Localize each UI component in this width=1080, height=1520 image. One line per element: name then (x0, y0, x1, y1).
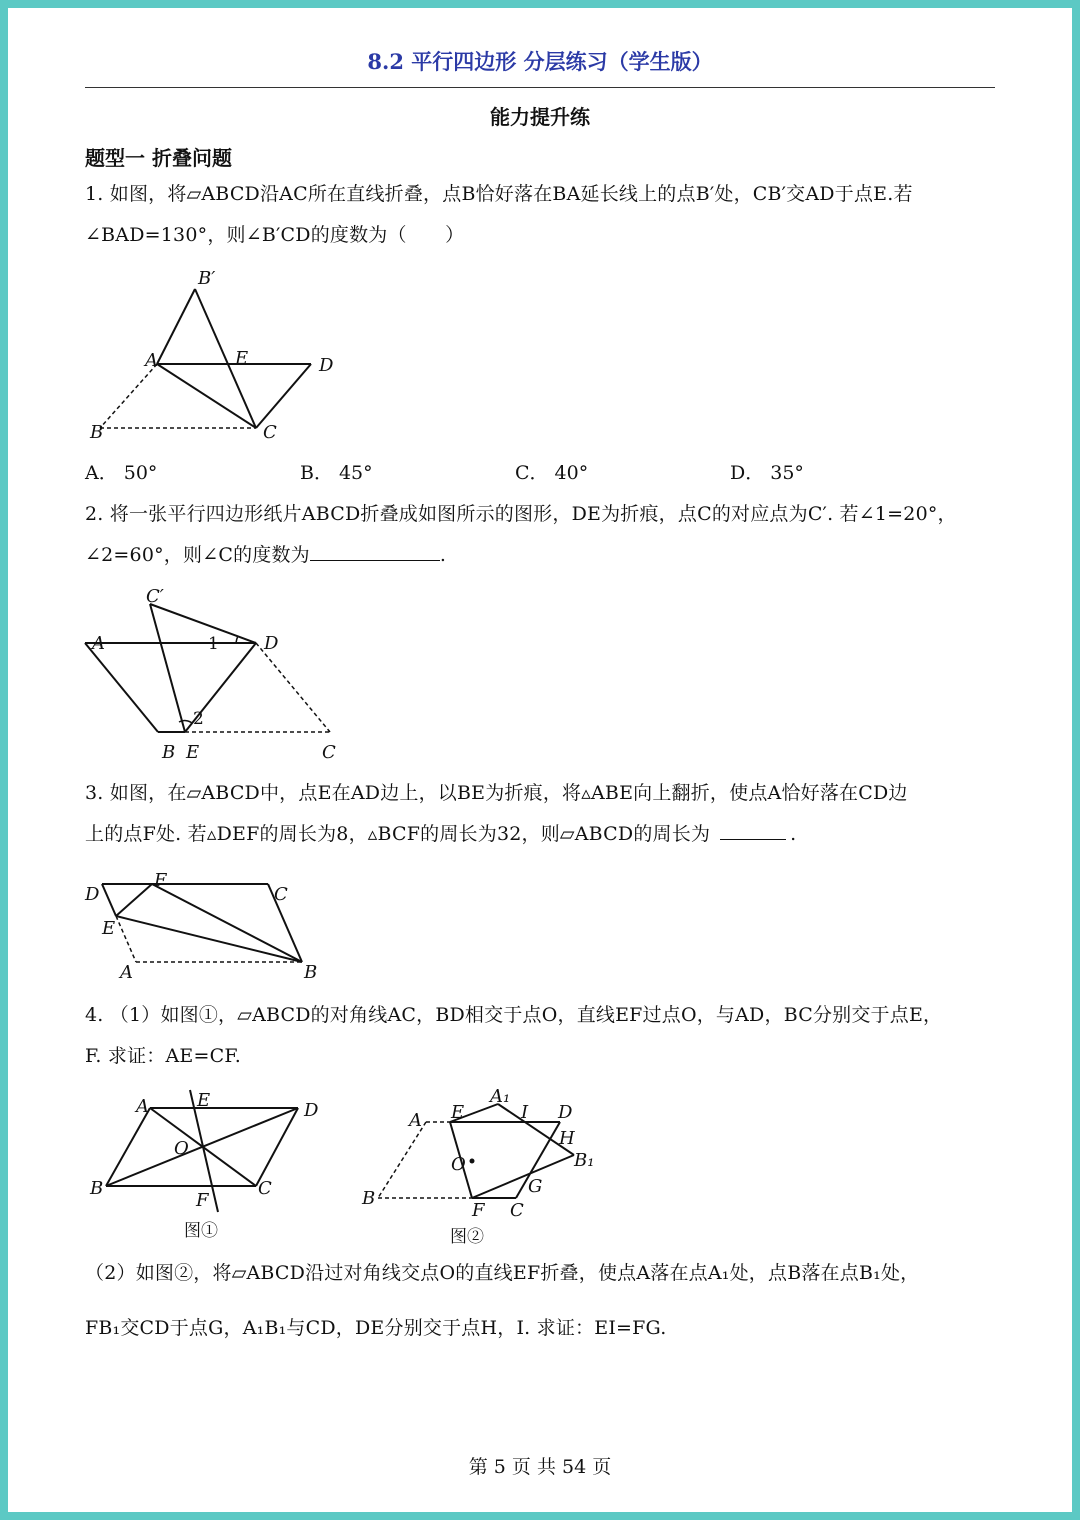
q4f2-label-o: O (451, 1154, 466, 1175)
q2-text-line2-end: . (439, 544, 447, 566)
q3-label-e: E (102, 918, 116, 939)
q1-label-e: E (235, 348, 249, 369)
q1-option-a-value: 50° (123, 462, 158, 484)
q3-text-line1: 3. 如图，在▱ABCD中，点E在AD边上，以BE为折痕，将▵ABE向上翻折，使点A恰好落在CD边 (85, 782, 908, 804)
q2-text-line2-main: ∠2=60°，则∠C的度数为 (85, 544, 310, 566)
q1-dashed-a-b (100, 364, 157, 428)
q4f2-label-g: G (528, 1176, 543, 1197)
q2-label-cprime: C′ (146, 586, 164, 607)
q1-option-b[interactable] (300, 458, 373, 485)
q2-text-line2 (85, 540, 446, 567)
q4f1-label-o: O (174, 1138, 189, 1159)
q1-text-line2: ∠BAD=130°，则∠B′CD的度数为（ ） (85, 224, 465, 246)
q2-label-c: C (322, 742, 336, 762)
section-title: 能力提升练 (490, 105, 590, 129)
q3-seg-e-f (116, 884, 152, 916)
q3-label-b: B (304, 962, 318, 983)
q4f2-label-c: C (510, 1200, 524, 1221)
q2-label-b: B (162, 742, 176, 762)
q4f2-label-i: I (521, 1102, 529, 1123)
q1-option-d-key: D． (730, 462, 765, 484)
q2-label-a: A (92, 633, 105, 654)
q1-option-a-key: A． (85, 462, 118, 484)
q3-figure (78, 866, 338, 986)
q1-label-c: C (263, 422, 277, 440)
q4-text-line1: 4. （1）如图①，▱ABCD的对角线AC，BD相交于点O，直线EF过点O，与AD，BC分别交于点E， (85, 1004, 943, 1026)
q1-option-b-key: B． (300, 462, 333, 484)
page-header-title: 8.2 平行四边形 分层练习（学生版） (367, 49, 713, 74)
q4f2-seg-b1-f (472, 1155, 574, 1198)
q2-angle2-arc (179, 721, 192, 723)
q4f1-label-d: D (304, 1100, 319, 1121)
q3-label-d: D (85, 884, 100, 905)
q4f1-label-c: C (258, 1178, 272, 1199)
q4f2-dashed-a-b (378, 1122, 426, 1198)
q4f1-seg-d-c (256, 1108, 298, 1186)
q4f2-label-f: F (472, 1200, 485, 1221)
q4f2-label-e: E (451, 1102, 465, 1123)
q1-option-d-value: 35° (770, 462, 804, 484)
q1-option-c[interactable] (515, 458, 588, 485)
q2-text-line1: 2. 将一张平行四边形纸片ABCD折叠成如图所示的图形，DE为折痕，点C的对应点为C′. 若∠1=20°， (85, 503, 957, 525)
q1-option-a[interactable] (85, 458, 157, 485)
q2-dashed-d-c (256, 643, 330, 732)
q1-option-c-key: C． (515, 462, 549, 484)
q4f2-label-a1: A₁ (490, 1086, 511, 1107)
q4-figure-1 (78, 1078, 338, 1248)
q3-answer-blank[interactable] (720, 821, 786, 840)
q3-dashed-e-a (116, 916, 136, 962)
q1-seg-bprime-a (157, 289, 195, 364)
q4f1-seg-b-a (106, 1108, 150, 1186)
q2-label-e: E (186, 742, 200, 762)
q3-seg-e-b (116, 916, 302, 962)
q4f2-label-b1: B₁ (574, 1150, 595, 1171)
worksheet-page (8, 8, 1072, 1512)
q4-figure-2 (348, 1078, 618, 1248)
q1-label-b: B (90, 422, 104, 440)
q4f1-label-e: E (197, 1090, 211, 1111)
q4f2-label-h: H (559, 1128, 575, 1149)
q2-label-d: D (264, 633, 279, 654)
q1-text-line1: 1. 如图，将▱ABCD沿AC所在直线折叠，点B恰好落在BA延长线上的点B′处，CB′交AD于点E.若 (85, 183, 913, 205)
q4f2-label-b: B (362, 1188, 376, 1209)
q2-label-angle2: 2 (193, 709, 204, 729)
q4f2-label-a: A (409, 1110, 422, 1131)
q2-seg-cprime-d (150, 604, 256, 643)
q1-option-d[interactable] (730, 458, 804, 485)
q4f1-label-a: A (136, 1096, 149, 1117)
q1-figure (78, 260, 348, 440)
q3-seg-d-e (102, 884, 116, 916)
q4f1-caption: 图① (184, 1221, 218, 1241)
q4f1-diag-b-d (106, 1108, 298, 1186)
q4f1-label-b: B (90, 1178, 104, 1199)
q1-option-b-value: 45° (338, 462, 373, 484)
q3-label-c: C (274, 884, 288, 905)
q2-angle1-arc (236, 636, 238, 643)
q3-text-line2 (85, 819, 796, 846)
q4f2-point-o (470, 1159, 475, 1164)
q3-text-line2-main: 上的点F处. 若▵DEF的周长为8，▵BCF的周长为32，则▱ABCD的周长为 (85, 823, 711, 845)
q3-label-a: A (120, 962, 133, 983)
q1-label-bprime: B′ (198, 268, 216, 289)
q2-seg-a-b (85, 643, 158, 732)
q1-label-a: A (145, 350, 158, 371)
q2-figure (78, 582, 358, 762)
q4f2-caption: 图② (450, 1227, 484, 1247)
q2-seg-e-cprime (150, 604, 185, 732)
q4-part2-line2: FB₁交CD于点G，A₁B₁与CD，DE分别交于点H，I. 求证：EI=FG. (85, 1317, 667, 1339)
q1-option-c-value: 40° (554, 462, 589, 484)
q4f1-label-f: F (196, 1190, 209, 1211)
header-divider (85, 87, 995, 88)
q3-label-f: F (154, 870, 167, 891)
q4-text-line2: F. 求证：AE=CF. (85, 1045, 242, 1067)
q2-label-angle1: 1 (208, 634, 219, 654)
q1-label-d: D (319, 355, 334, 376)
q2-answer-blank[interactable] (310, 542, 440, 561)
q1-seg-d-c (256, 364, 311, 428)
q3-text-line2-end: . (790, 823, 797, 845)
q4-part2-line1: （2）如图②，将▱ABCD沿过对角线交点O的直线EF折叠，使点A落在点A₁处，点B落在点B₁处， (85, 1262, 920, 1284)
q4f2-label-d: D (558, 1102, 573, 1123)
question-type-heading: 题型一 折叠问题 (85, 146, 232, 170)
page-number-footer: 第 5 页 共 54 页 (468, 1456, 612, 1478)
